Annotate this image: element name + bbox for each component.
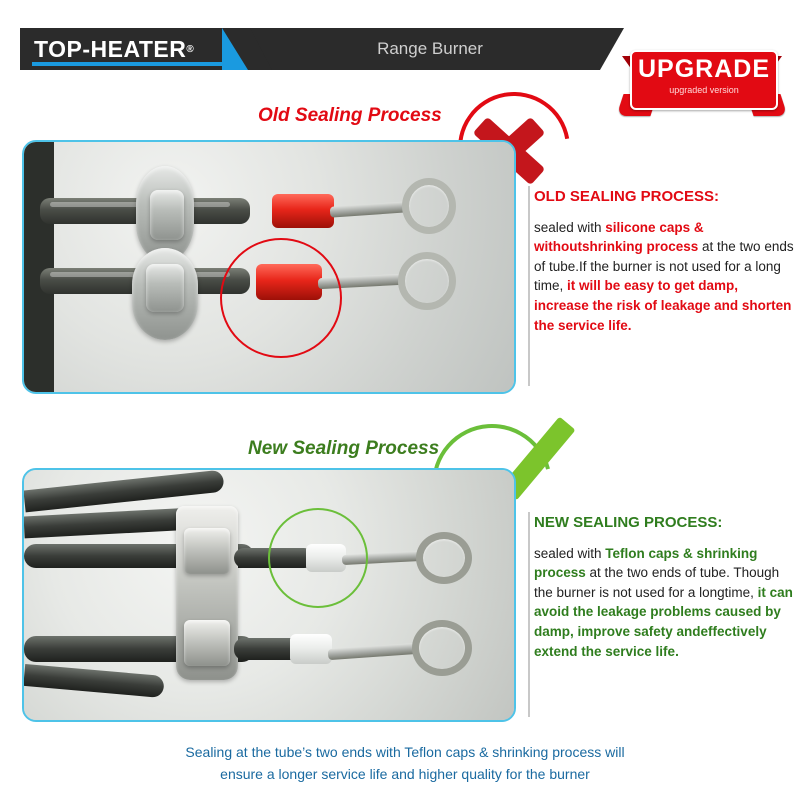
new-text-part-1: sealed with: [534, 545, 606, 561]
new-text-emphasis-1: Teflon caps & shrinking process: [534, 545, 758, 581]
new-block-title: NEW SEALING PROCESS:: [534, 514, 723, 531]
terminal-pin-lower-new: [328, 643, 419, 660]
old-text-part-1: sealed with: [534, 219, 606, 235]
footer-summary: [60, 742, 750, 785]
old-text-emphasis-2: it will be easy to get damp, increase the risk of leakage and shorten the service life.: [534, 278, 792, 333]
old-text-emphasis-1: silicone caps & withoutshrinking process: [534, 219, 704, 255]
flange-boss-upper: [150, 190, 184, 240]
product-title: Range Burner: [377, 39, 483, 58]
brand-underline: [32, 62, 242, 66]
bracket-boss-upper: [184, 528, 230, 574]
new-process-photo: [22, 468, 516, 722]
brand-logo: [20, 28, 250, 70]
old-defect-marker: [220, 238, 342, 358]
old-process-text-block: [534, 186, 794, 335]
registered-trademark-icon: ®: [186, 43, 194, 55]
bracket-boss-lower: [184, 620, 230, 666]
terminal-hook-upper-new: [416, 532, 472, 584]
new-text-emphasis-2: it can avoid the leakage problems caused by damp, improve safety andeffectively extend the service life.: [534, 584, 793, 659]
old-block-title: OLD SEALING PROCESS:: [534, 188, 720, 205]
silicone-cap-upper: [272, 194, 334, 228]
brand-name: TOP-HEATER: [34, 35, 187, 62]
old-process-photo: [22, 140, 516, 394]
terminal-hook-upper: [402, 178, 456, 234]
upgrade-badge: [622, 50, 782, 122]
new-process-text-block: [534, 512, 794, 661]
heater-tube-curve-bottom: [23, 664, 164, 698]
new-photo-background: [24, 470, 514, 720]
footer-line-1: Sealing at the tube’s two ends with Teflon caps & shrinking process will: [185, 744, 625, 760]
heater-tube-curve-second: [24, 508, 195, 539]
new-block-body: [534, 544, 794, 661]
flange-boss-lower: [146, 264, 184, 312]
old-block-body: [534, 218, 794, 335]
terminal-hook-lower: [398, 252, 456, 310]
upgrade-title: UPGRADE: [637, 55, 770, 83]
photo-edge-dark: [24, 142, 54, 392]
terminal-pin-upper: [330, 201, 409, 217]
teflon-cap-lower: [290, 634, 332, 664]
footer-line-2: ensure a longer service life and higher quality for the burner: [220, 765, 590, 782]
upgrade-subtitle: upgraded version: [669, 85, 739, 95]
upgrade-badge-body: [630, 50, 778, 110]
divider-new: [528, 512, 530, 717]
new-text-part-2: at the two ends of tube. Though the burner is not used for a longtime,: [534, 565, 780, 600]
divider-old: [528, 186, 530, 386]
terminal-hook-lower-new: [412, 620, 472, 676]
new-feature-marker: [268, 508, 368, 608]
old-photo-background: [24, 142, 514, 392]
old-text-part-2: at the two ends of tube.If the burner is not used for a long time,: [534, 239, 794, 294]
new-section-heading: New Sealing Process: [248, 438, 440, 459]
old-section-heading: Old Sealing Process: [258, 105, 442, 126]
